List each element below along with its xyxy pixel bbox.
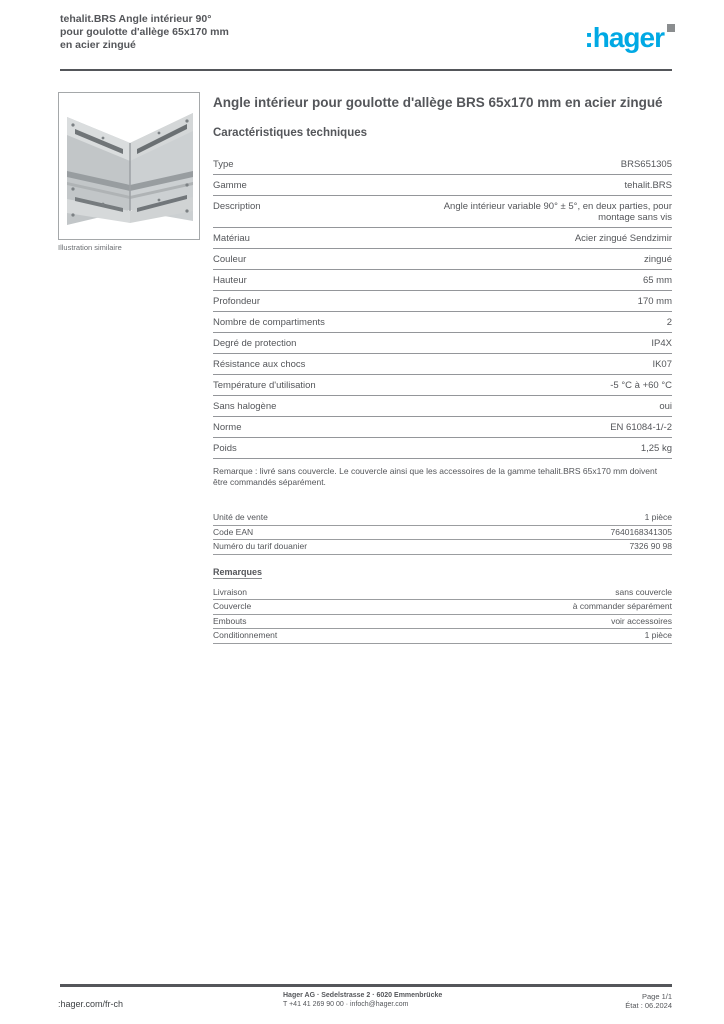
footer-divider bbox=[60, 984, 672, 987]
spec-label: Description bbox=[213, 201, 261, 212]
logo-registered-mark-icon bbox=[667, 24, 675, 32]
spec-row bbox=[213, 396, 672, 417]
header-divider bbox=[60, 69, 672, 71]
remark-row bbox=[213, 629, 672, 644]
spec-row bbox=[213, 312, 672, 333]
footer-url-box bbox=[58, 992, 154, 1016]
remarks-heading: Remarques bbox=[213, 566, 263, 577]
packaging-value: 7640168341305 bbox=[610, 526, 672, 537]
packaging-row bbox=[213, 511, 672, 526]
spec-row bbox=[213, 175, 672, 196]
spec-row bbox=[213, 354, 672, 375]
spec-value: EN 61084-1/-2 bbox=[610, 422, 672, 433]
packaging-row bbox=[213, 526, 672, 541]
remark-label: Embouts bbox=[213, 615, 247, 626]
footer-address-line2: T +41 41 269 90 00 · infoch@hager.com bbox=[283, 1000, 409, 1008]
spec-value: oui bbox=[659, 401, 672, 412]
remark-value: sans couvercle bbox=[615, 586, 672, 597]
spec-label: Sans halogène bbox=[213, 401, 277, 412]
header-product-family bbox=[60, 13, 292, 52]
remark-row bbox=[213, 586, 672, 601]
packaging-label: Numéro du tarif douanier bbox=[213, 541, 308, 551]
product-title: Angle intérieur pour goulotte d'allège BRS 65x170 mm en acier zingué bbox=[213, 95, 663, 110]
spec-label: Degré de protection bbox=[213, 338, 297, 349]
spec-row bbox=[213, 228, 672, 249]
remark-row bbox=[213, 600, 672, 615]
remark-value: 1 pièce bbox=[644, 630, 672, 640]
product-image bbox=[58, 92, 200, 240]
note-text: Remarque : livré sans couvercle. Le couvercle ainsi que les accessoires de la gamme tehalit.BRS 65x170 mm doivent être commandés séparément. bbox=[213, 466, 658, 487]
spec-row bbox=[213, 249, 672, 270]
spec-value: IP4X bbox=[651, 338, 672, 349]
spec-value: -5 °C à +60 °C bbox=[610, 380, 672, 391]
spec-row bbox=[213, 375, 672, 396]
footer-address bbox=[283, 992, 442, 1009]
spec-label: Norme bbox=[213, 422, 242, 433]
spec-value: 170 mm bbox=[637, 296, 672, 307]
header-line-3: en acier zingué bbox=[60, 39, 136, 51]
remark-value: voir accessoires bbox=[611, 615, 672, 626]
packaging-value: 7326 90 98 bbox=[629, 541, 672, 551]
spec-value: tehalit.BRS bbox=[624, 180, 672, 191]
footer-date: État : 06.2024 bbox=[625, 1001, 672, 1010]
hager-logo: :hager bbox=[584, 22, 664, 53]
remark-row bbox=[213, 615, 672, 630]
remark-label: Couvercle bbox=[213, 601, 252, 611]
spec-value: 2 bbox=[666, 317, 672, 328]
footer-page-info bbox=[625, 992, 672, 1010]
spec-row bbox=[213, 333, 672, 354]
spec-label: Hauteur bbox=[213, 275, 247, 286]
spec-value: IK07 bbox=[652, 359, 672, 370]
spec-value: 65 mm bbox=[642, 275, 672, 286]
header-line-1: tehalit.BRS Angle intérieur 90° bbox=[60, 13, 212, 25]
main-content bbox=[213, 95, 672, 644]
product-image-caption: Illustration similaire bbox=[58, 243, 122, 252]
spec-label: Matériau bbox=[213, 233, 250, 244]
spec-value: 1,25 kg bbox=[640, 443, 672, 454]
spec-row bbox=[213, 196, 672, 228]
spec-row bbox=[213, 291, 672, 312]
footer-url-link[interactable]: :hager.com/fr-ch bbox=[58, 999, 124, 1009]
spec-label: Gamme bbox=[213, 180, 247, 191]
spec-label: Profondeur bbox=[213, 296, 261, 307]
spec-label: Résistance aux chocs bbox=[213, 359, 306, 370]
spec-value: zingué bbox=[644, 254, 672, 265]
spec-row bbox=[213, 270, 672, 291]
spec-label: Poids bbox=[213, 443, 237, 454]
remarks-table bbox=[213, 586, 672, 644]
packaging-value: 1 pièce bbox=[644, 512, 672, 522]
remark-label: Conditionnement bbox=[213, 630, 278, 640]
packaging-label: Unité de vente bbox=[213, 512, 268, 522]
spec-value: Acier zingué Sendzimir bbox=[574, 233, 672, 244]
spec-label: Type bbox=[213, 159, 234, 170]
packaging-label: Code EAN bbox=[213, 526, 254, 537]
footer-address-line1: Hager AG · Sedelstrasse 2 · 6020 Emmenbrücke bbox=[283, 992, 443, 999]
spec-row bbox=[213, 154, 672, 175]
footer-page-number: Page 1/1 bbox=[641, 992, 672, 1001]
steel-corner-illustration bbox=[59, 93, 199, 239]
spec-value: Angle intérieur variable 90° ± 5°, en deux parties, pour montage sans vis bbox=[443, 201, 672, 223]
header-line-2: pour goulotte d'allège 65x170 mm bbox=[60, 26, 229, 38]
spec-row bbox=[213, 438, 672, 459]
section-heading: Caractéristiques techniques bbox=[213, 127, 368, 139]
spec-label: Couleur bbox=[213, 254, 247, 265]
spec-label: Nombre de compartiments bbox=[213, 317, 325, 328]
packaging-table bbox=[213, 511, 672, 555]
spec-row bbox=[213, 417, 672, 438]
spec-table bbox=[213, 154, 672, 459]
spec-value: BRS651305 bbox=[620, 159, 672, 170]
spec-label: Température d'utilisation bbox=[213, 380, 316, 391]
packaging-row bbox=[213, 540, 672, 555]
remark-value: à commander séparément bbox=[572, 601, 672, 611]
remark-label: Livraison bbox=[213, 586, 248, 597]
